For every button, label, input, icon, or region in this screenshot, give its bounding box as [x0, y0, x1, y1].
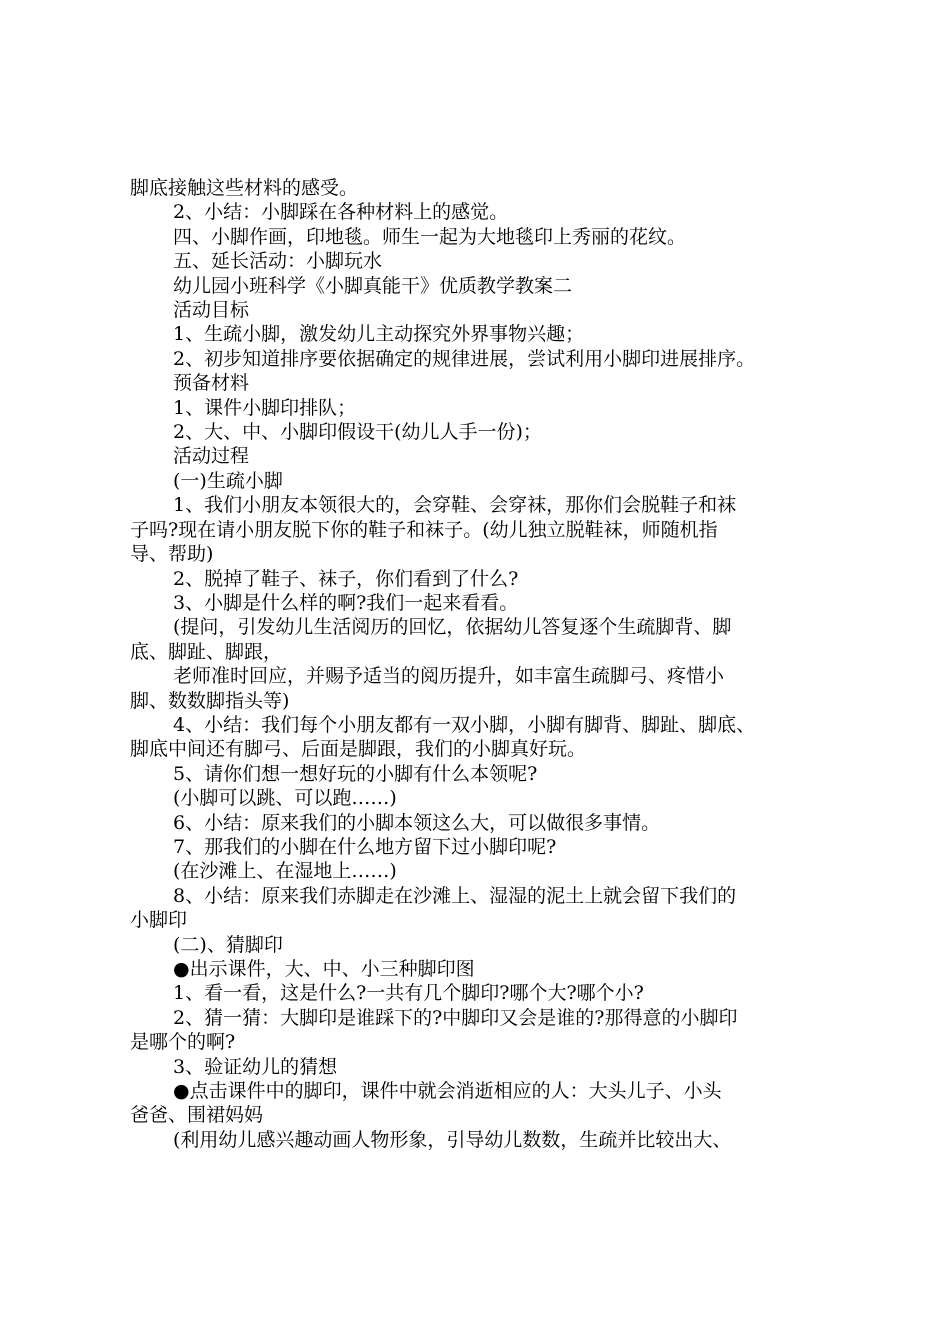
text-line: (一)生疏小脚 — [173, 469, 283, 492]
text-line: 3、小脚是什么样的啊?我们一起来看看。 — [173, 591, 519, 614]
text-line: 幼儿园小班科学《小脚真能干》优质教学教案二 — [173, 274, 573, 297]
text-line: 8、小结：原来我们赤脚走在沙滩上、湿湿的泥土上就会留下我们的 — [173, 884, 737, 907]
text-line: 脚、数数脚指头等) — [130, 689, 290, 712]
text-line: 活动目标 — [173, 299, 250, 322]
text-line: 2、小结：小脚踩在各种材料上的感觉。 — [173, 201, 509, 224]
text-line: 1、我们小朋友本领很大的，会穿鞋、会穿袜，那你们会脱鞋子和袜 — [173, 494, 737, 517]
text-line: 脚底中间还有脚弓、后面是脚跟，我们的小脚真好玩。 — [130, 738, 587, 761]
text-line: ●点击课件中的脚印，课件中就会消逝相应的人：大头儿子、小头 — [173, 1080, 722, 1103]
text-line: (在沙滩上、在湿地上……) — [173, 860, 397, 883]
text-line: 脚底接触这些材料的感受。 — [130, 177, 359, 199]
text-line: 是哪个的啊? — [130, 1031, 236, 1054]
text-line: 5、请你们想一想好玩的小脚有什么本领呢? — [173, 762, 538, 785]
text-line: 7、那我们的小脚在什么地方留下过小脚印呢? — [173, 835, 557, 858]
text-line: 活动过程 — [173, 445, 250, 468]
text-line: 老师准时回应，并赐予适当的阅历提升，如丰富生疏脚弓、疼惜小 — [173, 665, 725, 688]
text-line: 预备材料 — [173, 372, 250, 395]
text-line: 2、猜一猜：大脚印是谁踩下的?中脚印又会是谁的?那得意的小脚印 — [173, 1006, 738, 1029]
text-line: 导、帮助) — [130, 543, 214, 566]
text-line: 6、小结：原来我们的小脚本领这么大，可以做很多事情。 — [173, 811, 661, 834]
text-line: 1、看一看，这是什么?一共有几个脚印?哪个大?哪个小? — [173, 982, 644, 1005]
text-line: 子吗?现在请小朋友脱下你的鞋子和袜子。(幼儿独立脱鞋袜，师随机指 — [130, 518, 718, 541]
text-line: 2、大、中、小脚印假设干(幼儿人手一份)； — [173, 421, 542, 444]
text-line: 1、课件小脚印排队； — [173, 396, 357, 419]
text-line: 1、生疏小脚，激发幼儿主动探究外界事物兴趣； — [173, 323, 585, 346]
text-line: 2、脱掉了鞋子、袜子，你们看到了什么? — [173, 567, 519, 590]
text-line: 四、小脚作画，印地毯。师生一起为大地毯印上秀丽的花纹。 — [173, 225, 687, 248]
text-line: ●出示课件，大、中、小三种脚印图 — [173, 958, 475, 980]
text-line: (小脚可以跳、可以跑……) — [173, 787, 397, 810]
text-line: 4、小结：我们每个小朋友都有一双小脚，小脚有脚背、脚趾、脚底、 — [173, 713, 756, 736]
text-line: 爸爸、围裙妈妈 — [130, 1104, 264, 1127]
text-line: (二)、猜脚印 — [173, 933, 283, 956]
text-line: 小脚印 — [130, 909, 188, 932]
text-line: 2、初步知道排序要依据确定的规律进展，尝试利用小脚印进展排序。 — [173, 347, 756, 370]
document-body — [130, 176, 850, 1152]
text-line: 3、验证幼儿的猜想 — [173, 1055, 338, 1078]
text-line: 底、脚趾、脚跟， — [130, 640, 283, 663]
text-line: (提问，引发幼儿生活阅历的回忆，依据幼儿答复逐个生疏脚背、脚 — [173, 616, 732, 639]
text-line: 五、延长活动：小脚玩水 — [173, 250, 383, 273]
text-line: (利用幼儿感兴趣动画人物形象，引导幼儿数数，生疏并比较出大、 — [173, 1128, 732, 1151]
